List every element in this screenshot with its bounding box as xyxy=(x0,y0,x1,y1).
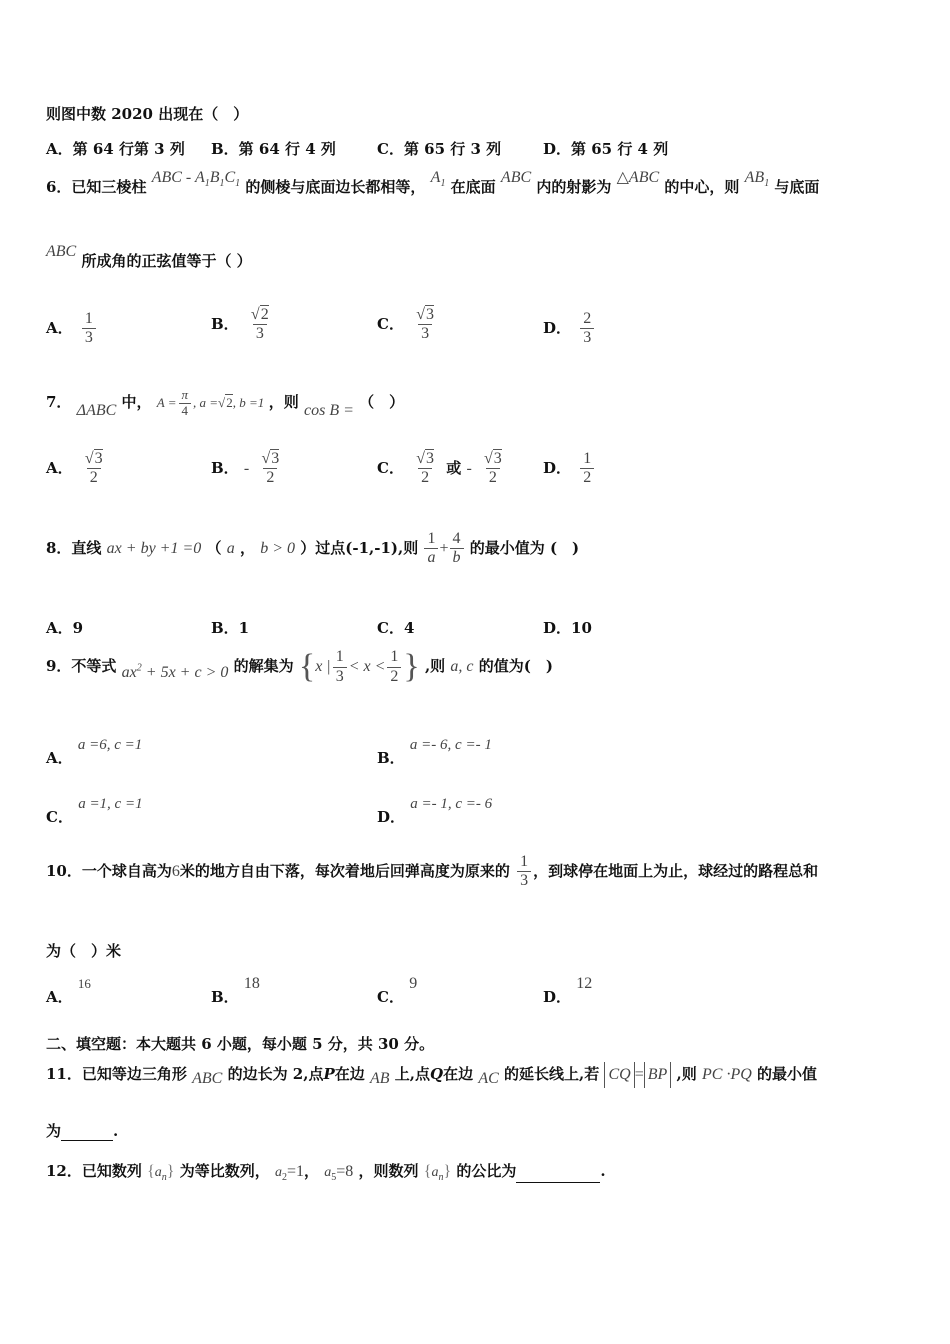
q9-option-b: B． a =- 6, c =- 1 xyxy=(377,737,492,767)
intro-text: 则图中数 2020 出现在（ ） xyxy=(46,105,249,123)
q8-option-a: A．9 xyxy=(46,619,84,637)
q10-option-c: C． 9 xyxy=(377,975,418,1006)
q7-option-a: A． $\frac{√3}{2}$ xyxy=(46,450,103,487)
q9-stem: 9．不等式 $ax^2 + 5x + c > 0$ 的解集为 {x | $\frac{1}{3}$ < x < $\frac{1}{2}$ } ,则 a, c 的值为( ) xyxy=(46,648,553,685)
q11-answer-blank[interactable] xyxy=(61,1126,113,1141)
q8-option-c: C．4 xyxy=(377,619,415,637)
q10-option-b: B． 18 xyxy=(211,975,260,1006)
q7-option-b: B． - $\frac{√3}{2}$ xyxy=(211,450,280,487)
q9-option-c: C． a =1, c =1 xyxy=(46,796,143,826)
q10-stem-line2: 为（ ）米 xyxy=(46,942,122,960)
q6-a1: $A_1$ xyxy=(430,169,446,190)
section-2-title: 二、填空题：本大题共 6 小题，每小题 5 分，共 30 分。 xyxy=(46,1035,435,1053)
intro-option-d: D．第 65 行 4 列 xyxy=(543,140,669,158)
intro-option-b: B．第 64 行 4 列 xyxy=(211,140,336,158)
q11-stem: 11．已知等边三角形 ABC 的边长为 2,点P在边 AB 上,点Q在边 AC 的延长线上,若 CQ = BP ,则 PC ·PQ 的最小值 xyxy=(46,1062,817,1088)
q12-stem: 12．已知数列 $\{a_n\}$ 为等比数列， $a_2=1$， $a_5=8$ ，则数列 $\{a_n\}$ 的公比为 . xyxy=(46,1162,606,1183)
intro-option-c: C．第 65 行 3 列 xyxy=(377,140,502,158)
q6-option-b: B． $\frac{√2}{3}$ xyxy=(211,306,269,343)
q6-option-c: C． $\frac{√3}{3}$ xyxy=(377,306,434,343)
q9-option-d: D． a =- 1, c =- 6 xyxy=(377,796,493,826)
q10-stem: 10．一个球自高为6米的地方自由下落，每次着地后回弹高度为原来的 $\frac{1}{3}$ ，到球停在地面上为止，球经过的路程总和 xyxy=(46,853,819,890)
q9-option-a: A． a =6, c =1 xyxy=(46,737,143,767)
q10-option-a: A． 16 xyxy=(46,976,91,1006)
q8-option-d: D．10 xyxy=(543,619,592,637)
q7-stem: 7． ΔABC 中， A = $\frac{\pi}{4}$ , a =√2, b =1 ，则 cos B = （ ） xyxy=(46,387,405,419)
intro-option-a: A．第 64 行第 3 列 xyxy=(46,140,185,158)
q10-option-d: D． 12 xyxy=(543,975,593,1006)
q6-stem-line2: ABC 所成角的正弦值等于（ ） xyxy=(46,243,252,270)
q12-answer-blank[interactable] xyxy=(516,1168,600,1183)
q8-stem: 8．直线 ax + by +1 =0 （ a ， b > 0 ）过点(-1,-1),则 $\frac{1}{a}$ + $\frac{4}{b}$ 的最小值为 ( ) xyxy=(46,530,580,567)
q6-prism: ABC - $A_1B_1C_1$ xyxy=(151,169,241,190)
q6-option-a: A． $\frac{1}{3}$ xyxy=(46,310,100,348)
q8-option-b: B．1 xyxy=(211,619,250,637)
q7-option-c: C． $\frac{√3}{2}$ 或 - $\frac{√3}{2}$ xyxy=(377,450,502,487)
q7-condition: A = $\frac{\pi}{4}$ , a =√2, b =1 xyxy=(156,387,265,418)
q6-option-d: D． $\frac{2}{3}$ xyxy=(543,310,598,348)
q7-option-d: D． $\frac{1}{2}$ xyxy=(543,450,598,488)
q6-number: 6．已知三棱柱 xyxy=(46,178,147,196)
q11-stem-line2: 为 . xyxy=(46,1122,119,1140)
q6-ab1: $AB_1$ xyxy=(744,169,770,190)
q6-stem: 6．已知三棱柱 ABC - $A_1B_1C_1$ 的侧棱与底面边长都相等， $A_1$ 在底面 ABC 内的射影为 △ABC 的中心，则 $AB_1$ 与底面 xyxy=(46,169,820,196)
